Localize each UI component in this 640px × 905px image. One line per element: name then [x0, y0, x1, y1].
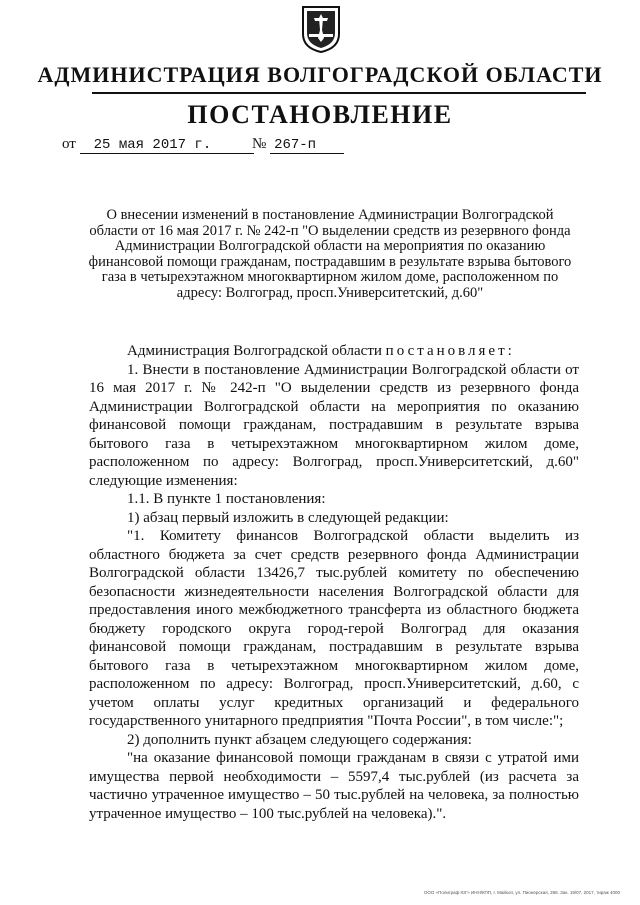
- document-title: О внесении изменений в постановление Администрации Волгоградской области от 16 мая 2017 г. № 242-п "О выделении средств из резервного фонда Администрации Волгоградской области на мероприятия по оказанию финансовой помощи гражданам, пострадавшим в результате взрыва бытового газа в четырехэтажном многоквартирном жилом доме, расположенном по адресу: Волгоград, просп.Университетский, д.60": [88, 207, 572, 301]
- document-body: [89, 342, 579, 823]
- organization-name: АДМИНИСТРАЦИЯ ВОЛГОГРАДСКОЙ ОБЛАСТИ: [37, 62, 603, 87]
- coat-of-arms-icon: [300, 4, 342, 54]
- number-prefix: №: [252, 136, 267, 152]
- document-number: 267-п: [270, 137, 344, 154]
- printer-imprint: ООО «Полиграф ЮГ» ИНН/КПП, г. Майкоп, ул. Пионерская, 268. Зак. 19/07, 2017, тираж 4000: [423, 890, 620, 895]
- number-line: [252, 136, 344, 154]
- document-type: ПОСТАНОВЛЕНИЕ: [187, 100, 453, 129]
- paragraph-1-1: 1.1. В пункте 1 постановления:: [127, 491, 326, 507]
- new-wording-paragraph: "1. Комитету финансов Волгоградской области выделить из областного бюджета за счет средств резервного фонда Администрации Волгоградской области 13426,7 тыс.рублей комитету по обеспечению безопасности жизнедеятельности населения Волгоградской области для предоставления иного межбюджетного трансферта из областного бюджета бюджету городского округа город-герой Волгоград для оказания финансовой помощи гражданам, пострадавшим в результате взрыва бытового газа в четырехэтажном многоквартирном жилом доме, расположенном по адресу: Волгоград, просп.Университетский, д.60, с учетом оплаты услуг кредитных организаций и федерального государственного унитарного предприятия "Почта России", в том числе:";: [89, 528, 579, 729]
- intro-paragraph: [89, 342, 579, 361]
- header-divider: [92, 92, 586, 94]
- paragraph-1: 1. Внести в постановление Администрации Волгоградской области от 16 мая 2017 г. № 242-п "О выделении средств из резервного фонда Администрации Волгоградской области на мероприятия по оказанию финансовой помощи гражданам, пострадавшим в результате взрыва бытового газа в четырехэтажном многоквартирном жилом доме, расположенном по адресу: Волгоград, просп.Университетский, д.60" следующие изменения:: [89, 361, 579, 489]
- date-prefix: от: [62, 136, 76, 152]
- document-date: 25 мая 2017 г.: [80, 137, 254, 154]
- subparagraph-1: 1) абзац первый изложить в следующей редакции:: [127, 509, 449, 526]
- intro-verb: постановляет:: [385, 343, 515, 359]
- added-paragraph: "на оказание финансовой помощи гражданам в связи с утратой ими имущества первой необходимости – 5597,4 тыс.рублей (из расчета за частично утраченное имущество – 50 тыс.рублей на человека, за полностью утраченное имущество – 100 тыс.рублей на человека).".: [89, 750, 579, 822]
- subparagraph-2: 2) дополнить пункт абзацем следующего содержания:: [127, 731, 472, 748]
- date-line: [62, 136, 254, 154]
- intro-subject: Администрация Волгоградской области: [127, 343, 382, 359]
